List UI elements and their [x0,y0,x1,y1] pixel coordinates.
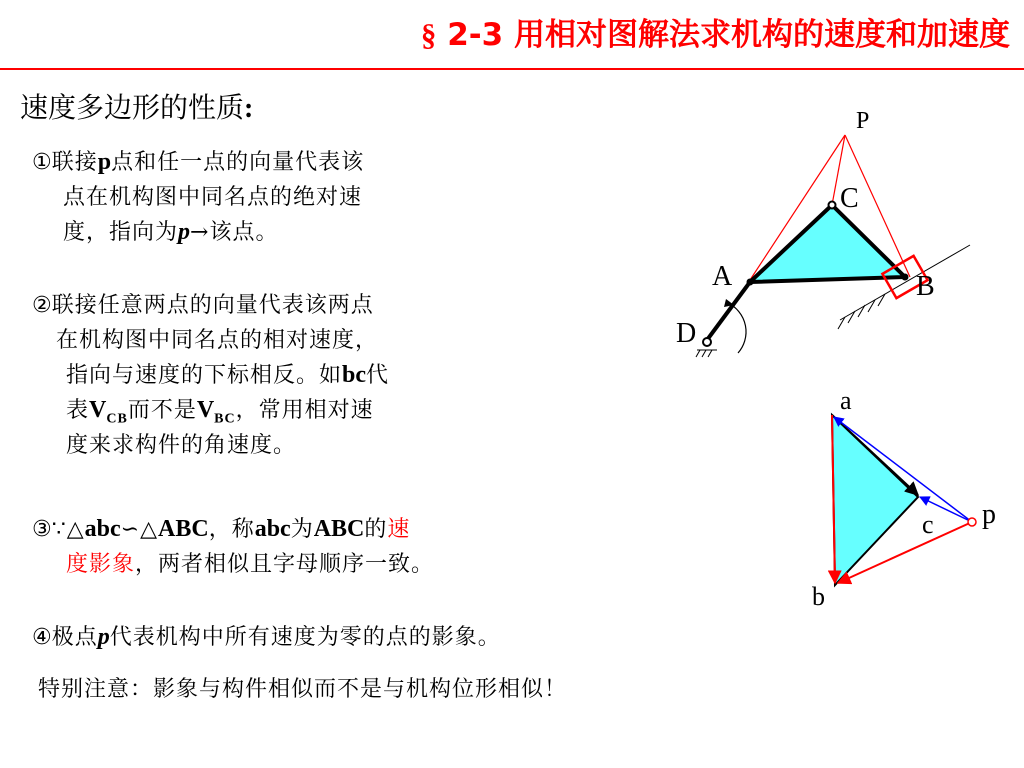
item-1-line-3 [32,215,364,250]
ground-hatching [838,294,885,329]
text-run: ，常用相对速 [235,398,374,423]
joint-c [829,202,836,209]
text-run: 表 [66,398,90,423]
symbol-v: V [89,397,107,423]
text-run: ，两者相似且字母顺序一致。 [135,552,435,577]
label-c: c [922,510,934,539]
joint-d [703,338,711,346]
heading-colon: : [244,93,254,124]
property-item-2 [32,288,389,463]
text-run: 代 [366,363,390,388]
joint-a [747,279,754,286]
symbol-p-italic: p [178,219,191,245]
text-run: 极点 [51,625,98,650]
item-3-line-1 [32,512,434,547]
mechanism-diagram [660,95,990,380]
item-3-marker: ③ [32,517,52,542]
item-2-line-1 [32,288,389,323]
special-note: 特别注意：影象与构件相似而不是与机构位形相似！ [38,677,568,702]
text-run: 而不是 [127,398,197,423]
symbol-abc: abc [254,516,291,542]
image-triangle [832,415,918,585]
symbol-v: V [196,397,215,423]
section-heading-text: 速度多边形的性质 [20,91,245,124]
text-run: 联接 [51,150,98,175]
symbol-p: p [97,149,112,175]
section-symbol: § [420,17,437,52]
item-3-line-2 [32,547,434,582]
item-2-line-2 [32,323,389,358]
label-P: P [856,108,870,134]
text-run: 代表机构中所有速度为零的点的影象。 [109,625,501,650]
item-2-line-3 [32,358,389,393]
text-run: ∵△ [51,517,85,542]
subscript-cb: CB [106,411,128,427]
label-B: B [916,271,935,302]
label-b: b [812,582,825,611]
symbol-p-italic: p [97,624,110,650]
text-run: 的 [364,517,388,542]
text-run: 指向与速度的下标相反。如 [66,363,343,388]
label-C: C [840,183,859,214]
subscript-bc: BC [214,411,236,427]
section-heading [20,88,253,129]
text-run: 度来求构件的角速度。 [66,433,297,458]
item-2-line-4 [32,393,389,428]
label-a: a [840,386,852,415]
label-D: D [676,318,697,349]
item-1-line-2 [32,180,364,215]
item-4-marker: ④ [32,625,52,650]
item-4-line-1 [32,620,501,655]
property-item-4 [32,620,501,655]
title-divider [0,68,1024,70]
text-run: →该点。 [190,220,279,245]
item-2-line-5 [32,428,389,463]
text-run: 点在机构图中同名点的绝对速 [63,185,363,210]
symbol-abc: abc [84,516,121,542]
fixed-pivot [696,350,717,357]
symbol-ABC: ABC [313,516,365,542]
label-p: p [982,499,996,530]
item-1-marker: ① [32,150,52,175]
text-run: 在机构图中同名点的相对速度， [56,328,379,353]
text-run: ，称 [208,517,255,542]
symbol-ABC: ABC [158,516,209,542]
item-2-marker: ② [32,293,52,318]
text-run: 联接任意两点的向量代表该两点 [51,293,374,318]
slide-title [180,10,1010,60]
highlight-text: 度影象 [66,552,136,577]
text-run: 为 [290,517,314,542]
label-A: A [712,261,733,292]
symbol-bc: bc [342,362,367,388]
item-1-line-1 [32,145,364,180]
property-item-3 [32,512,434,582]
joint-b [902,274,909,281]
slide-title-text: 2-3 用相对图解法求机构的速度和加速度 [447,17,1010,53]
pole-point [968,518,976,526]
property-item-1 [32,145,364,250]
text-run: ∽△ [120,517,159,542]
highlight-text: 速 [387,517,411,542]
text-run: 点和任一点的向量代表该 [111,150,365,175]
text-run: 度，指向为 [63,220,179,245]
velocity-polygon [800,385,1020,615]
